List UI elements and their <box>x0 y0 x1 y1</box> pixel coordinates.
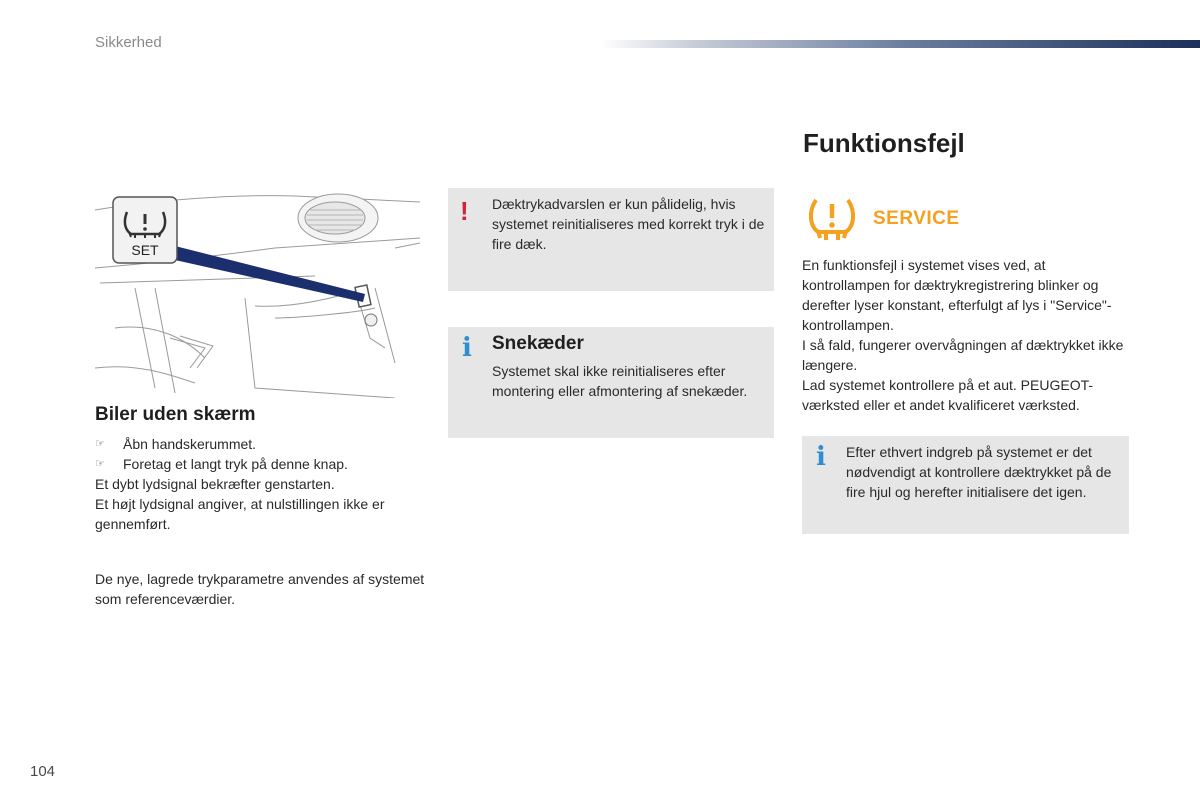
malfunction-description <box>802 255 1132 415</box>
info-icon: i <box>816 442 826 472</box>
result-line: Et højt lydsignal angiver, at nulstillingen ikke er gennemført. <box>95 496 385 532</box>
snow-chains-info-box <box>448 327 774 438</box>
tire-pressure-warning-icon <box>806 196 858 251</box>
info-box-text: Systemet skal ikke reinitialiseres efter montering eller afmontering af snekæder. <box>492 363 748 399</box>
list-item <box>95 434 425 454</box>
pointer-icon: ☞ <box>95 458 105 470</box>
set-button-label: SET <box>131 242 159 258</box>
paragraph: Lad systemet kontrollere på et aut. PEUGEOT-værksted eller et andet kvalificeret værksted. <box>802 377 1094 413</box>
step-text: Foretag et langt tryk på denne knap. <box>123 456 348 472</box>
header-accent-bar <box>600 40 1200 48</box>
list-item <box>95 454 425 474</box>
after-service-info-box <box>802 436 1129 534</box>
page-number: 104 <box>30 763 56 780</box>
exclamation-icon: ! <box>460 196 469 226</box>
step-text: Åbn handskerummet. <box>123 436 257 452</box>
pointer-icon: ☞ <box>95 438 105 450</box>
paragraph: En funktionsfejl i systemet vises ved, at kontrollampen for dæktrykregistrering blinker og derefter lyser konstant, efterfulgt af lys i "Service"-kontrollampen. <box>802 257 1112 333</box>
warning-box <box>448 188 774 291</box>
service-indicator-label: SERVICE <box>873 208 960 229</box>
instruction-list <box>95 434 425 534</box>
info-box-title: Snekæder <box>492 333 584 354</box>
info-icon: i <box>462 333 472 363</box>
section-label: Sikkerhed <box>95 34 162 51</box>
dashboard-drawing <box>95 188 420 398</box>
result-line: Et dybt lydsignal bekræfter genstarten. <box>95 476 335 492</box>
section-heading-no-display: Biler uden skærm <box>95 404 256 425</box>
reference-note: De nye, lagrede trykparametre anvendes af systemet som referenceværdier. <box>95 571 425 607</box>
paragraph: I så fald, fungerer overvågningen af dæktrykket ikke længere. <box>802 337 1124 373</box>
warning-text: Dæktrykadvarslen er kun pålidelig, hvis systemet reinitialiseres med korrekt tryk i de fire dæk. <box>492 196 765 252</box>
page-heading: Funktionsfejl <box>803 128 965 158</box>
glovebox-illustration <box>95 188 420 398</box>
info-box-text: Efter ethvert indgreb på systemet er det nødvendigt at kontrollere dæktrykket på de fire hjul og herefter initialisere det igen. <box>846 444 1112 500</box>
